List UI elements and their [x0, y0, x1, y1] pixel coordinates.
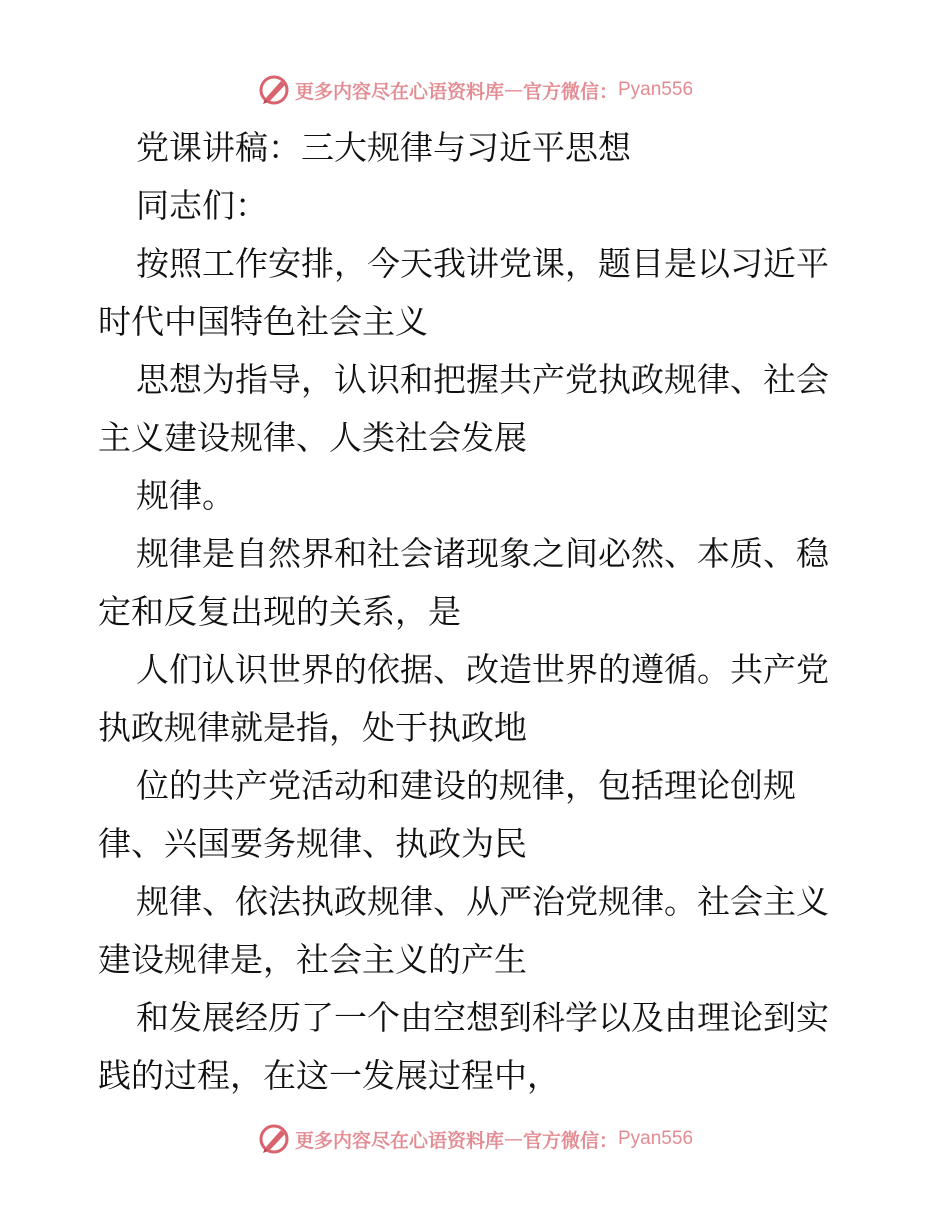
watermark-separator: —: [503, 79, 523, 101]
text-line: 和发展经历了一个由空想到科学以及由理论到实: [136, 998, 829, 1037]
document-title: 党课讲稿：三大规律与习近平思想: [136, 128, 631, 167]
header-watermark: [0, 70, 950, 110]
watermark-text: 更多内容尽在心语资料库: [294, 1129, 504, 1152]
watermark-wechat-id: Pyan556: [618, 79, 694, 100]
watermark-text: 更多内容尽在心语资料库: [294, 80, 504, 103]
text-line: 执政规律就是指，处于执政地: [98, 708, 527, 747]
text-line: 律、兴国要务规律、执政为民: [98, 824, 527, 863]
text-line: 主义建设规律、人类社会发展: [98, 418, 527, 457]
text-line: 规律、依法执政规律、从严治党规律。社会主义: [136, 882, 829, 921]
text-line: 规律是自然界和社会诸现象之间必然、本质、稳: [136, 534, 829, 573]
watermark-wechat-label: 官方微信：: [522, 1129, 618, 1152]
text-line: 建设规律是，社会主义的产生: [98, 940, 527, 979]
text-line: 按照工作安排，今天我讲党课，题目是以习近平: [136, 244, 829, 283]
text-line: 时代中国特色社会主义: [98, 302, 428, 341]
pen-logo-icon: [257, 1122, 291, 1156]
watermark-separator: —: [503, 1128, 523, 1150]
salutation: 同志们：: [136, 186, 268, 225]
document-body: [98, 119, 858, 1105]
pen-logo-icon: [257, 73, 291, 107]
text-line: 思想为指导，认识和把握共产党执政规律、社会: [136, 360, 829, 399]
text-line: 位的共产党活动和建设的规律，包括理论创规: [136, 766, 796, 805]
text-line: 定和反复出现的关系，是: [98, 592, 461, 631]
watermark-wechat-id: Pyan556: [618, 1128, 694, 1149]
watermark-wechat-label: 官方微信：: [522, 80, 618, 103]
text-line: 规律。: [136, 476, 235, 515]
footer-watermark: [0, 1119, 950, 1159]
text-line: 践的过程，在这一发展过程中，: [98, 1056, 560, 1095]
text-line: 人们认识世界的依据、改造世界的遵循。共产党: [136, 650, 829, 689]
